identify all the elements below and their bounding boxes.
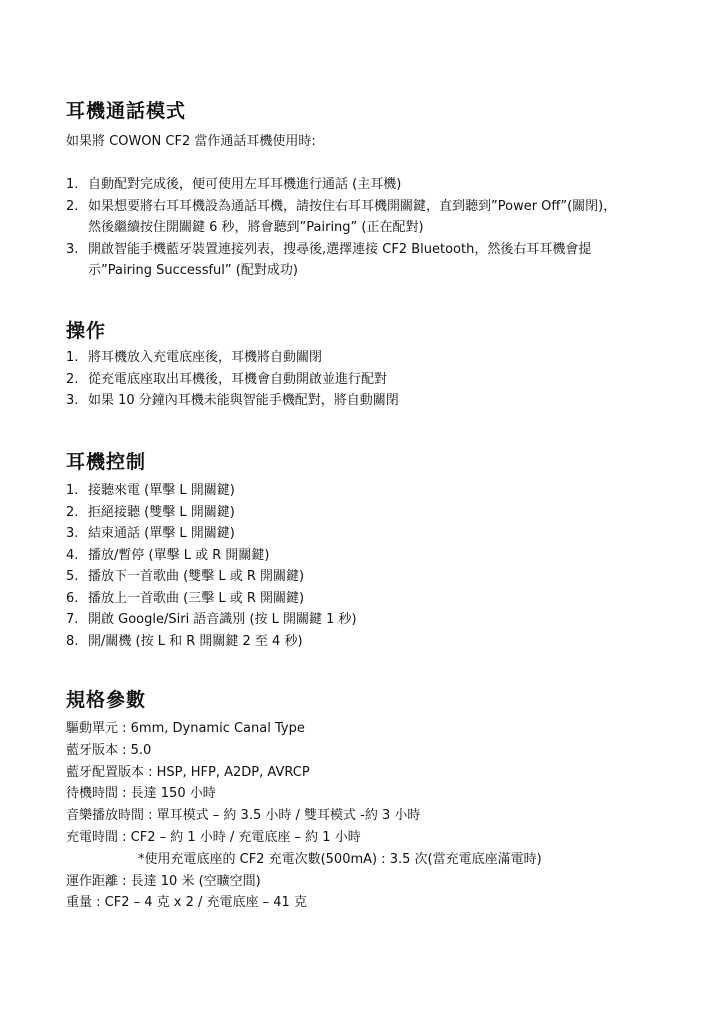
- list-item: 1. 接聽來電 (單擊 L 開關鍵): [66, 483, 235, 498]
- list-item: 3. 如果 10 分鐘內耳機未能與智能手機配對，將自動關閉: [66, 393, 399, 408]
- spec-standby-time: 待機時間 : 長達 150 小時: [66, 786, 216, 802]
- list-item: 4. 播放/暫停 (單擊 L 或 R 開關鍵): [66, 547, 270, 563]
- spec-bluetooth-profiles: 藍牙配置版本 : HSP, HFP, A2DP, AVRCP: [66, 764, 310, 780]
- section-title-call-mode: 耳機通話模式: [66, 100, 187, 122]
- spec-range: 運作距離 : 長達 10 米 (空曠空間): [66, 873, 261, 889]
- spec-weight: 重量 : CF2 – 4 克 x 2 / 充電底座 – 41 克: [66, 895, 307, 911]
- list-item: 5. 播放下一首歌曲 (雙擊 L 或 R 開關鍵): [66, 569, 305, 584]
- call-mode-intro: 如果將 COWON CF2 當作通話耳機使用時:: [66, 134, 316, 149]
- call-mode-list: [66, 174, 616, 282]
- specs-list: [66, 718, 542, 914]
- section-title-operation: 操作: [66, 320, 107, 342]
- list-item: 2. 從充電底座取出耳機後，耳機會自動開啟並進行配對: [66, 371, 388, 387]
- list-item: 2. 如果想要將右耳耳機設為通話耳機，請按住右耳耳機開關鍵，直到聽到”Power Off”(關閉)， 然後繼續按住開關鍵 6 秒，將會聽到”Pairing” (正在配對): [66, 198, 617, 235]
- list-item: 7. 開啟 Google/Siri 語音識別 (按 L 開關鍵 1 秒): [66, 612, 357, 627]
- list-item: 2. 拒絕接聽 (雙擊 L 開關鍵): [66, 504, 235, 520]
- list-item: 1. 將耳機放入充電底座後，耳機將自動關閉: [66, 350, 323, 365]
- list-item: 3. 開啟智能手機藍牙裝置連接列表，搜尋後,選擇連接 CF2 Bluetooth，然後右耳耳機會提 示”Pairing Successful” (配對成功): [66, 241, 592, 278]
- spec-charging-note: *使用充電底座的 CF2 充電次數(500mA) : 3.5 次(當充電底座滿電時): [138, 851, 542, 867]
- spec-playback-time: 音樂播放時間 : 單耳模式 – 約 3.5 小時 / 雙耳模式 -約 3 小時: [66, 808, 421, 824]
- spec-charging-time: 充電時間 : CF2 – 約 1 小時 / 充電底座 – 約 1 小時: [66, 829, 361, 845]
- list-item: 6. 播放上一首歌曲 (三擊 L 或 R 開關鍵): [66, 590, 305, 606]
- operation-list: [66, 347, 399, 412]
- section-title-specs: 規格參數: [66, 689, 147, 711]
- list-item: 8. 開/關機 (按 L 和 R 開關鍵 2 至 4 秒): [66, 633, 303, 649]
- list-item: 3. 結束通話 (單擊 L 開關鍵): [66, 526, 235, 541]
- list-item: 1. 自動配對完成後，便可使用左耳耳機進行通話 (主耳機): [66, 177, 402, 192]
- section-title-controls: 耳機控制: [66, 451, 147, 473]
- controls-list: [66, 480, 357, 652]
- spec-driver: 驅動單元 : 6mm, Dynamic Canal Type: [66, 721, 305, 736]
- spec-bluetooth-version: 藍牙版本 : 5.0: [66, 742, 152, 758]
